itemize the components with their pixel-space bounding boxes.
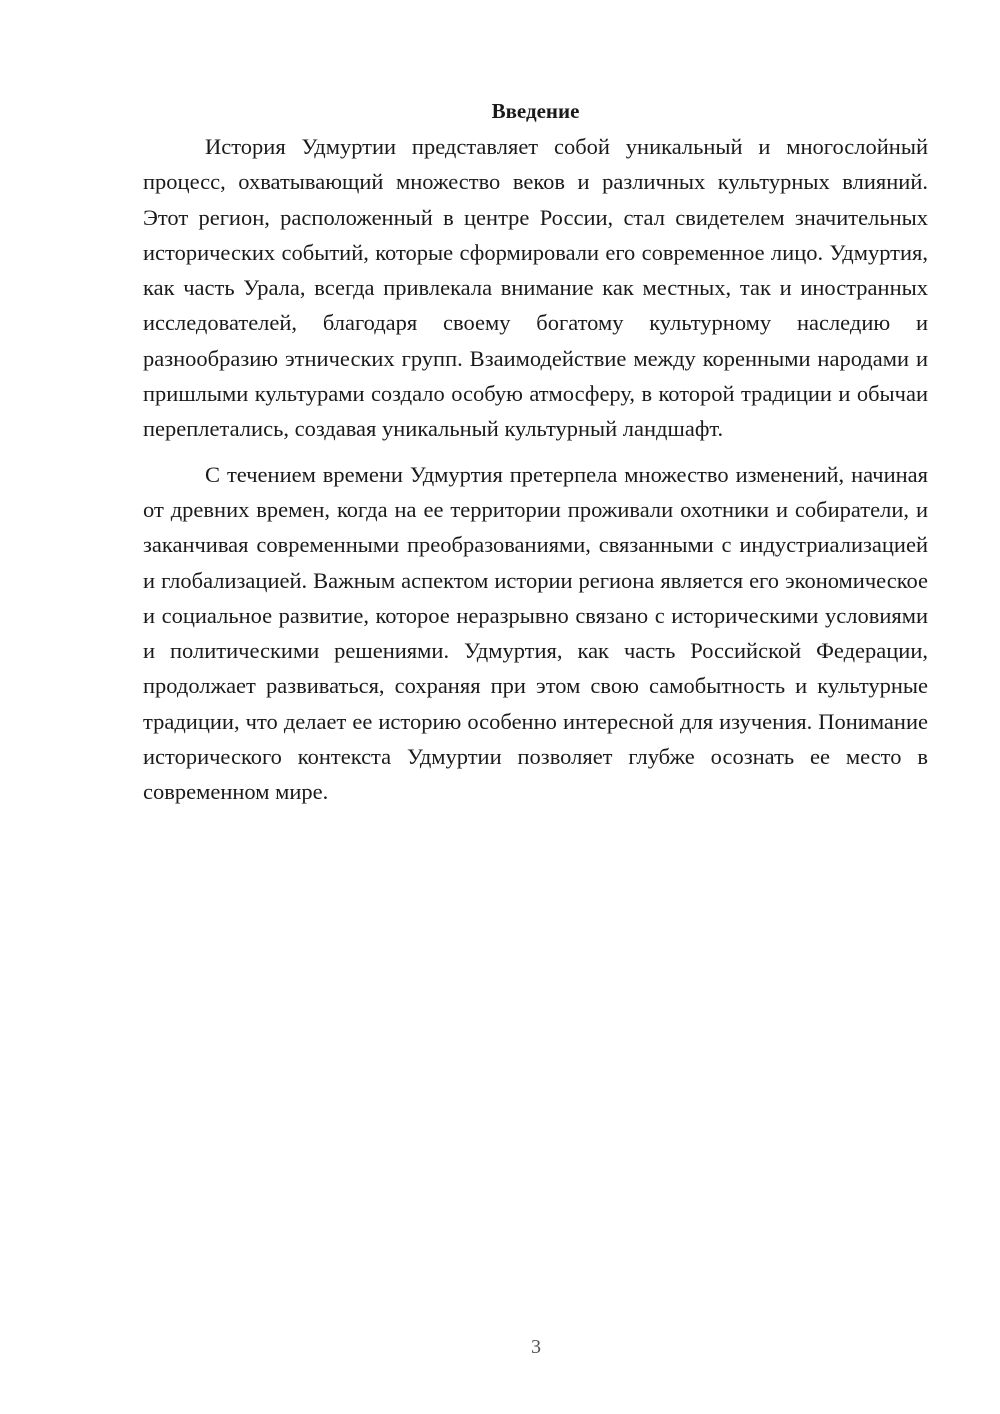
- page-number: 3: [531, 1336, 541, 1358]
- paragraph-1: История Удмуртии представляет собой уникальный и многослойный процесс, охватывающий множество веков и различных культурных влияний. Этот регион, расположенный в центре России, стал свидетелем значительных исторических событий, которые сформировали его современное лицо. Удмуртия, как часть Урала, всегда привлекала внимание как местных, так и иностранных исследователей, благодаря своему богатому культурному наследию и разнообразию этнических групп. Взаимодействие между коренными народами и пришлыми культурами создало особую атмосферу, в которой традиции и обычаи переплетались, создавая уникальный культурный ландшафт.: [143, 134, 928, 442]
- paragraph-2: С течением времени Удмуртия претерпела множество изменений, начиная от древних времен, когда на ее территории проживали охотники и собиратели, и заканчивая современными преобразованиями, связанными с индустриализацией и глобализацией. Важным аспектом истории региона является его экономическое и социальное развитие, которое неразрывно связано с историческими условиями и политическими решениями. Удмуртия, как часть Российской Федерации, продолжает развиваться, сохраняя при этом свою самобытность и культурные традиции, что делает ее историю особенно интересной для изучения. Понимание исторического контекста Удмуртии позволяет глубже осознать ее место в современном мире.: [143, 461, 928, 805]
- section-heading: Введение: [491, 99, 580, 123]
- page-content: [143, 96, 928, 810]
